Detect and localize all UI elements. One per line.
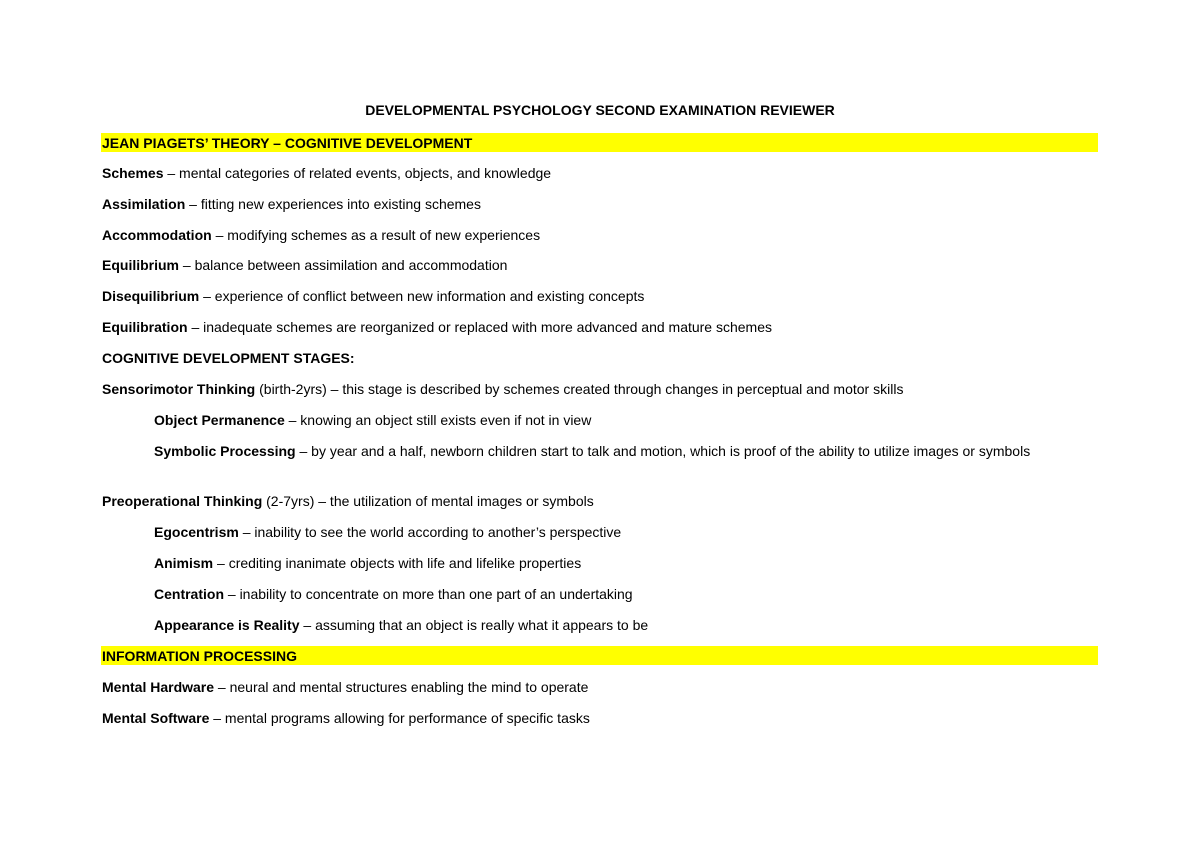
term-name: Egocentrism [154, 524, 239, 540]
term-name: Equilibration [102, 319, 188, 335]
term-row [102, 195, 481, 214]
term-name: Mental Software [102, 710, 210, 726]
term-name: Disequilibrium [102, 288, 200, 304]
term-row [102, 709, 590, 728]
term-row [102, 226, 540, 245]
term-name: Animism [154, 555, 214, 571]
term-name: Symbolic Processing [154, 443, 296, 459]
term-name: Sensorimotor Thinking [102, 381, 256, 397]
subterm-row [154, 585, 633, 604]
term-definition: – balance between assimilation and accommodation [179, 257, 508, 273]
term-row [102, 287, 644, 306]
stages-heading: COGNITIVE DEVELOPMENT STAGES: [102, 350, 355, 366]
term-row [102, 256, 507, 275]
term-row [102, 318, 772, 337]
term-definition: – inadequate schemes are reorganized or replaced with more advanced and mature schemes [187, 319, 773, 335]
subterm-row [154, 616, 648, 635]
term-definition: – inability to concentrate on more than one part of an undertaking [224, 586, 633, 602]
term-definition: (birth-2yrs) – this stage is described by schemes created through changes in perceptual and motor skills [255, 381, 904, 397]
subterm-row [154, 554, 581, 573]
subterm-row [154, 523, 621, 542]
term-definition: – fitting new experiences into existing schemes [185, 196, 481, 212]
stage-row-sensorimotor [102, 380, 903, 399]
term-definition: – crediting inanimate objects with life and lifelike properties [213, 555, 582, 571]
term-definition: – mental programs allowing for performance of specific tasks [209, 710, 590, 726]
term-definition: – assuming that an object is really what it appears to be [299, 617, 649, 633]
subterm-row [154, 442, 1084, 461]
term-definition: – modifying schemes as a result of new experiences [211, 227, 541, 243]
term-name: Centration [154, 586, 224, 602]
term-definition: – by year and a half, newborn children start to talk and motion, which is proof of the ability to utilize images or symbols [295, 443, 1031, 459]
term-row [102, 164, 551, 183]
term-row [102, 678, 588, 697]
term-definition: – experience of conflict between new information and existing concepts [199, 288, 645, 304]
term-name: Appearance is Reality [154, 617, 300, 633]
term-definition: – neural and mental structures enabling the mind to operate [214, 679, 589, 695]
term-name: Preoperational Thinking [102, 493, 263, 509]
term-name: Object Permanence [154, 412, 285, 428]
term-definition: – inability to see the world according to another’s perspective [238, 524, 622, 540]
term-name: Equilibrium [102, 257, 179, 273]
section-heading-information-processing: INFORMATION PROCESSING [102, 648, 297, 664]
section-heading-piaget: JEAN PIAGETS’ THEORY – COGNITIVE DEVELOPMENT [102, 135, 473, 151]
term-name: Accommodation [102, 227, 212, 243]
term-name: Assimilation [102, 196, 186, 212]
term-name: Schemes [102, 165, 164, 181]
document-title: DEVELOPMENTAL PSYCHOLOGY SECOND EXAMINATION REVIEWER [365, 102, 835, 118]
term-definition: (2-7yrs) – the utilization of mental images or symbols [262, 493, 594, 509]
term-name: Mental Hardware [102, 679, 215, 695]
term-definition: – knowing an object still exists even if not in view [284, 412, 592, 428]
subterm-row [154, 411, 591, 430]
term-definition: – mental categories of related events, objects, and knowledge [163, 165, 552, 181]
stage-row-preoperational [102, 492, 594, 511]
